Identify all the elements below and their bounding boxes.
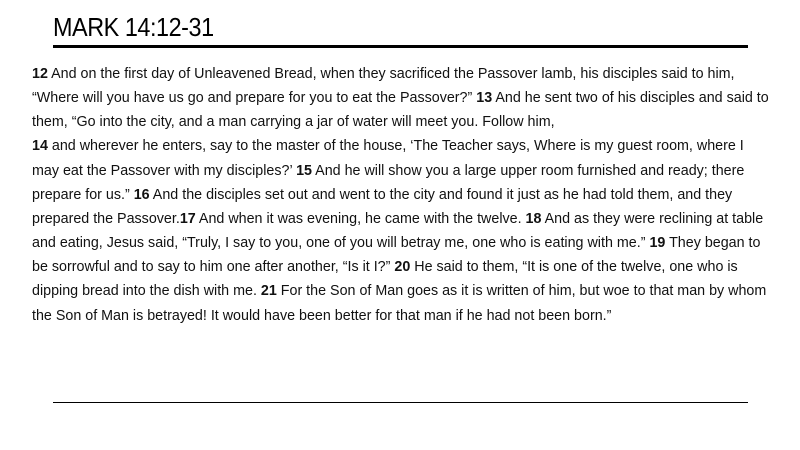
verse-text: And he sent two of his disciples and said to them, “Go into the city, and a man carrying a jar of water will meet you. Follow him, <box>32 90 769 131</box>
verse-text: He said to them, “It is one of the twelve, one who is dipping bread into the dish with me. <box>32 259 738 300</box>
verse-number: 18 <box>525 210 542 227</box>
verse-text: And as they were reclining at table and eating, Jesus said, “Truly, I say to you, one of you will betray me, one who is eating with me.” <box>32 210 764 252</box>
verse-text: And the disciples set out and went to the city and found it just as he had told them, and they prepared the Passover. <box>32 186 733 227</box>
verse-text: And when it was evening, he came with the twelve. <box>195 210 526 227</box>
verse-text: and wherever he enters, say to the master of the house, ‘The Teacher says, Where is my guest room, where I may eat the Passover with my disciples?’ <box>32 138 744 179</box>
verse-number: 19 <box>649 235 666 252</box>
verse-text: And on the first day of Unleavened Bread, when they sacrificed the Passover lamb, his disciples said to him, “Where will you have us go and prepare for you to eat the Passover?” <box>32 66 735 107</box>
verse-text: For the Son of Man goes as it is written of him, but woe to that man by whom the Son of Man is betrayed! It would have been better for that man if he had not been born.” <box>32 283 767 324</box>
verse-number: 15 <box>296 162 312 179</box>
title-underline <box>53 45 748 48</box>
verse-number: 20 <box>394 259 411 276</box>
verse-number: 21 <box>260 283 277 300</box>
verse-number: 16 <box>133 186 150 203</box>
verse-text: They began to be sorrowful and to say to him one after another, “Is it I?” <box>32 235 761 276</box>
verse-number: 17 <box>179 210 196 227</box>
verse-text: And he will show you a large upper room furnished and ready; there prepare for us.” <box>32 162 745 203</box>
scripture-passage <box>32 62 772 328</box>
verse-number: 14 <box>32 138 48 155</box>
page-title: MARK 14:12-31 <box>53 12 214 42</box>
verse-number: 13 <box>476 90 493 107</box>
bottom-rule <box>53 402 748 403</box>
verse-number: 12 <box>32 66 48 82</box>
